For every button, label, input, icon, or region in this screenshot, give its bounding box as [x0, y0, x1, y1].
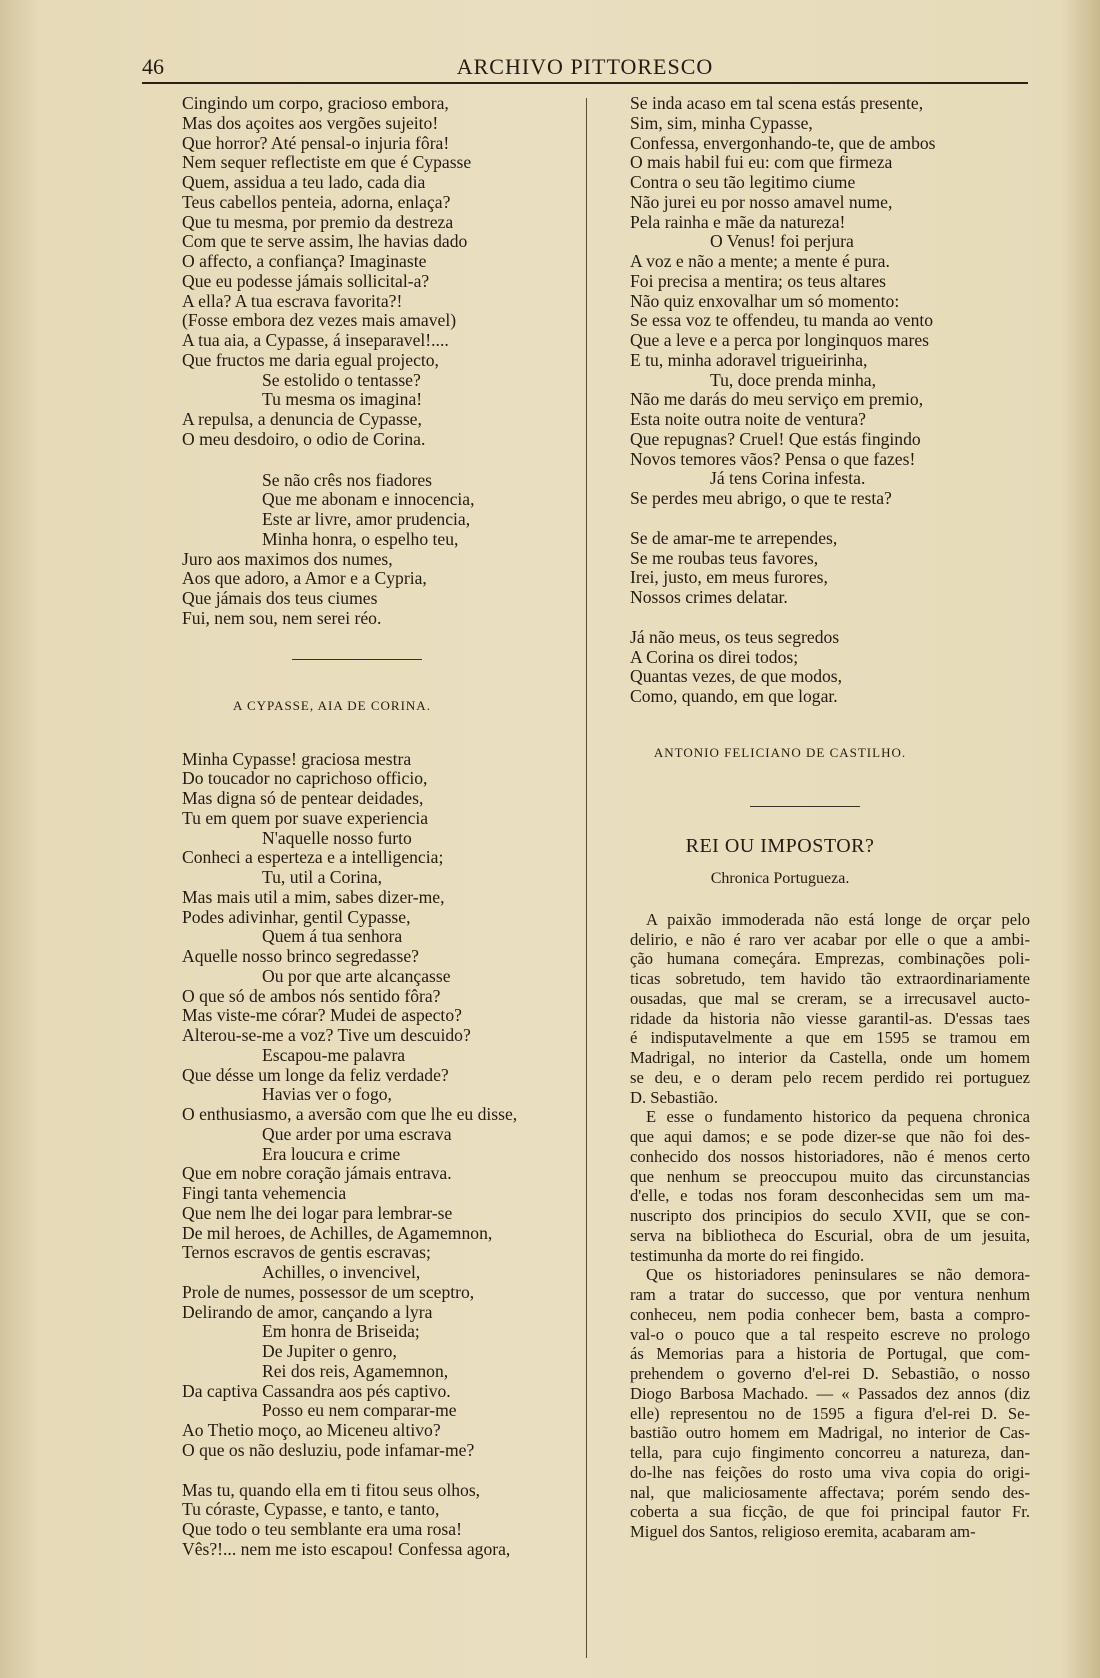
right-column	[630, 94, 1030, 1542]
verse-line: Mas mais util a mim, sabes dizer-me,	[182, 886, 445, 907]
poem-stanza	[630, 94, 1030, 509]
verse-line: Cingindo um corpo, gracioso embora,	[182, 93, 449, 113]
article-line: conheceu, nem podia conhecer bem, basta a compro-	[630, 1304, 1030, 1324]
verse-line: Aquelle nosso brinco segredasse?	[182, 946, 419, 966]
article-line: serva na bibliotheca do Escurial, obra de um jesuita,	[630, 1225, 1030, 1245]
verse-line: Tu em quem por suave experiencia	[182, 807, 429, 828]
verse-line: Minha honra, o espelho teu,	[262, 528, 459, 549]
article-line: ás Memorias para a historia de Portugal, que com-	[630, 1344, 1030, 1364]
author-signature: ANTONIO FELICIANO DE CASTILHO.	[653, 744, 907, 760]
verse-line: Se de amar-me te arrependes,	[630, 527, 838, 548]
verse-line: Fui, nem sou, nem serei réo.	[182, 607, 382, 628]
verse-line: Se estolido o tentasse?	[262, 369, 421, 390]
article-line: tella, para cujo fingimento concorreu a natureza, dan-	[630, 1443, 1030, 1462]
verse-line: Que jámais dos teus ciumes	[182, 588, 378, 608]
article-body	[630, 910, 1030, 1542]
verse-line: A ella? A tua escrava favorita?!	[182, 290, 403, 311]
article-paragraph	[630, 910, 1030, 1108]
verse-line: O Venus! foi perjura	[710, 231, 854, 252]
verse-line: Que nem lhe dei logar para lembrar-se	[182, 1202, 453, 1223]
left-column	[182, 94, 577, 1560]
poem-stanza	[630, 628, 1030, 707]
verse-line: Tu mesma os imagina!	[262, 389, 423, 410]
poem-stanza	[630, 529, 1030, 608]
verse-line: Quantas vezes, de que modos,	[630, 666, 843, 687]
article-line: val-o o pouco que a tal respeito escreve no prologo	[630, 1324, 1030, 1344]
article-line: ção humana começára. Emprezas, combinações poli-	[630, 949, 1030, 969]
verse-line: Foi precisa a mentira; os teus altares	[630, 270, 887, 291]
journal-title: ARCHIVO PITTORESCO	[456, 54, 714, 79]
verse-line: Era loucura e crime	[262, 1143, 401, 1164]
verse-line: Podes adivinhar, gentil Cypasse,	[182, 906, 411, 927]
poem-stanza	[182, 1481, 577, 1560]
verse-line: Que tu mesma, por premio da destreza	[182, 211, 454, 232]
page-header	[142, 52, 1028, 84]
verse-line: Já tens Corina infesta.	[710, 468, 866, 489]
article-subtitle: Chronica Portugueza.	[710, 869, 850, 887]
poem-stanza	[182, 471, 577, 629]
verse-line: Que arder por uma escrava	[262, 1123, 452, 1144]
verse-line: Como, quando, em que logar.	[630, 686, 838, 706]
verse-line: Quem, assidua a teu lado, cada dia	[182, 172, 426, 192]
article-line: Miguel dos Santos, religioso eremita, acabaram am-	[630, 1522, 976, 1541]
verse-line: A tua aia, a Cypasse, á inseparavel!....	[182, 330, 449, 350]
verse-line: De mil heroes, de Achilles, de Agamemnon,	[182, 1222, 493, 1243]
article-line: é indisputavelmente a que em 1595 se tramou em	[630, 1028, 1030, 1048]
article-line: prehendem o governo d'el-rei D. Sebastião, o nosso	[630, 1364, 1030, 1383]
article-line: ram a tratar do successo, que por ventura nenhum	[630, 1285, 1030, 1304]
verse-line: Este ar livre, amor prudencia,	[262, 509, 471, 529]
verse-line: Não quiz enxovalhar um só momento:	[630, 290, 900, 311]
article-line: delirio, e não é raro ver acabar por elle o que a ambi-	[630, 929, 1030, 949]
verse-line: Contra o seu tão legitimo ciume	[630, 172, 856, 192]
article-line: Que os historiadores peninsulares se não demora-	[646, 1265, 1030, 1285]
column-divider	[586, 98, 587, 1658]
article-line: se deu, e o deram pelo recem perdido rei portuguez	[630, 1067, 1030, 1087]
verse-line: Prole de numes, possessor de um sceptro,	[182, 1281, 475, 1302]
verse-line: Delirando de amor, cançando a lyra	[182, 1301, 433, 1322]
verse-line: Ao Thetio moço, ao Miceneu altivo?	[182, 1420, 441, 1440]
article-line: ridade da historia não viesse garantil-as. D'essas taes	[630, 1008, 1030, 1028]
verse-line: Que désse um longe da feliz verdade?	[182, 1064, 449, 1085]
page-number: 46	[142, 54, 164, 79]
article-line: E esse o fundamento historico da pequena chronica	[646, 1107, 1030, 1127]
article-line: D. Sebastião.	[630, 1087, 719, 1107]
verse-line: O meu desdoiro, o odio de Corina.	[182, 428, 426, 449]
verse-line: Mas dos açoites aos vergões sujeito!	[182, 112, 439, 133]
article-line: do-lhe nas feições do rosto uma viva copia do origi-	[630, 1462, 1030, 1482]
verse-line: Sim, sim, minha Cypasse,	[630, 112, 813, 133]
verse-line: Quem á tua senhora	[262, 926, 403, 947]
verse-line: Que horror? Até pensal-o injuria fôra!	[182, 132, 450, 153]
verse-line: Pela rainha e mãe da natureza!	[630, 211, 846, 232]
article-line: ticas sobretudo, tem havido tão extraordinariamente	[630, 969, 1030, 988]
article-line: que aqui damos; e se pode dizer-se que não foi des-	[630, 1127, 1030, 1146]
verse-line: Se inda acaso em tal scena estás presente,	[630, 93, 924, 113]
article-line: d'elle, e todas nos foram desconhecidas sem um ma-	[630, 1186, 1030, 1206]
verse-line: Que em nobre coração jámais entrava.	[182, 1163, 452, 1184]
verse-line: O que os não desluziu, pode infamar-me?	[182, 1439, 475, 1460]
article-line: coberta a sua ficção, de que foi principal fautor Fr.	[630, 1502, 1030, 1522]
verse-line: Se não crês nos fiadores	[262, 469, 433, 490]
verse-line: (Fosse embora dez vezes mais amavel)	[182, 310, 457, 331]
verse-line: Aos que adoro, a Amor e a Cypria,	[182, 568, 427, 589]
verse-line: Havias ver o fogo,	[262, 1084, 392, 1105]
verse-line: Alterou-se-me a voz? Tive um descuido?	[182, 1025, 471, 1045]
verse-line: Mas viste-me córar? Mudei de aspecto?	[182, 1005, 462, 1026]
poem-stanza	[182, 750, 577, 1461]
verse-line: Mas digna só de pentear deidades,	[182, 788, 424, 808]
verse-line: Que me abonam e innocencia,	[262, 489, 475, 510]
article-line: Madrigal, no interior da Castella, onde um homem	[630, 1048, 1030, 1067]
verse-line: Ou por que arte alcançasse	[262, 965, 451, 986]
verse-line: Achilles, o invencivel,	[262, 1262, 421, 1282]
verse-line: A Corina os direi todos;	[630, 646, 799, 667]
article-line: ousadas, que mal se creram, se a irrecusavel aucto-	[630, 988, 1030, 1008]
verse-line: O que só de ambos nós sentido fôra?	[182, 985, 441, 1006]
verse-line: Rei dos reis, Agamemnon,	[262, 1360, 449, 1381]
verse-line: Da captiva Cassandra aos pés captivo.	[182, 1380, 451, 1401]
verse-line: O mais habil fui eu: com que firmeza	[630, 152, 893, 173]
verse-line: N'aquelle nosso furto	[262, 827, 412, 848]
verse-line: Fingi tanta vehemencia	[182, 1183, 347, 1203]
verse-line: Esta noite outra noite de ventura?	[630, 409, 866, 429]
article-line: elle) representou no de 1595 a figura d'el-rei D. Se-	[630, 1403, 1030, 1423]
verse-line: Que todo o teu semblante era uma rosa!	[182, 1519, 462, 1539]
verse-line: Irei, justo, em meus furores,	[630, 567, 828, 588]
article-line: Diogo Barbosa Machado. — « Passados dez annos (diz	[630, 1383, 1030, 1403]
article-line: nuscripto dos principios do seculo XVII, que se con-	[630, 1206, 1030, 1225]
article-line: que nenhum se preoccupou muito das circunstancias	[630, 1166, 1030, 1186]
verse-line: Do toucador no caprichoso officio,	[182, 768, 428, 789]
article-line: conhecido dos nossos historiadores, não é menos certo	[630, 1146, 1030, 1166]
verse-line: A repulsa, a denuncia de Cypasse,	[182, 409, 422, 429]
article-line: testimunha da morte do rei fingido.	[630, 1245, 865, 1265]
verse-line: Escapou-me palavra	[262, 1044, 406, 1065]
verse-line: Conheci a esperteza e a intelligencia;	[182, 847, 444, 868]
article-line: A paixão immoderada não está longe de orçar pelo	[646, 909, 1030, 929]
article-paragraph	[630, 1107, 1030, 1265]
verse-line: Se perdes meu abrigo, o que te resta?	[630, 488, 892, 508]
verse-line: Ternos escravos de gentis escravas;	[182, 1242, 431, 1263]
verse-line: Que a leve e a perca por longinquos mares	[630, 330, 929, 350]
verse-line: O affecto, a confiança? Imaginaste	[182, 251, 427, 271]
verse-line: Tu, doce prenda minha,	[710, 369, 876, 390]
verse-line: Nossos crimes delatar.	[630, 587, 788, 607]
verse-line: Que eu podesse jámais sollicital-a?	[182, 270, 430, 291]
verse-line: O enthusiasmo, a aversão com que lhe eu disse,	[182, 1104, 518, 1124]
verse-line: Já não meus, os teus segredos	[630, 626, 840, 647]
verse-line: E tu, minha adoravel trigueirinha,	[630, 349, 868, 370]
verse-line: Não me darás do meu serviço em premio,	[630, 389, 924, 410]
verse-line: Que fructos me daria egual projecto,	[182, 349, 439, 370]
verse-line: Vês?!... nem me isto escapou! Confessa agora,	[182, 1538, 511, 1559]
verse-line: Minha Cypasse! graciosa mestra	[182, 748, 412, 769]
verse-line: Com que te serve assim, lhe havias dado	[182, 231, 468, 252]
verse-line: Posso eu nem comparar-me	[262, 1400, 457, 1421]
verse-line: Tu córaste, Cypasse, e tanto, e tanto,	[182, 1499, 440, 1520]
article-paragraph	[630, 1265, 1030, 1542]
verse-line: Tu, util a Corina,	[262, 867, 383, 887]
verse-line: Que repugnas? Cruel! Que estás fingindo	[630, 428, 921, 449]
verse-line: Mas tu, quando ella em ti fitou seus olhos,	[182, 1479, 481, 1500]
section-title: A CYPASSE, AIA DE CORINA.	[233, 697, 431, 713]
verse-line: Nem sequer reflectiste em que é Cypasse	[182, 152, 472, 173]
verse-line: Juro aos maximos dos numes,	[182, 548, 393, 569]
verse-line: Não jurei eu por nosso amavel nume,	[630, 191, 893, 212]
verse-line: Novos temores vãos? Pensa o que fazes!	[630, 448, 916, 469]
verse-line: Teus cabellos penteia, adorna, enlaça?	[182, 191, 451, 212]
verse-line: De Jupiter o genro,	[262, 1341, 397, 1361]
verse-line: Em honra de Briseida;	[262, 1321, 420, 1342]
article-line: bastião outro homem em Madrigal, no interior de Cas-	[630, 1423, 1030, 1443]
poem-stanza	[182, 94, 577, 450]
verse-line: Confessa, envergonhando-te, que de ambos	[630, 132, 936, 153]
verse-line: Se me roubas teus favores,	[630, 547, 819, 568]
verse-line: Se essa voz te offendeu, tu manda ao vento	[630, 310, 934, 331]
article-title: REI OU IMPOSTOR?	[685, 834, 875, 857]
verse-line: A voz e não a mente; a mente é pura.	[630, 251, 890, 271]
article-line: nal, que maliciosamente affectava; porém sendo des-	[630, 1482, 1030, 1502]
